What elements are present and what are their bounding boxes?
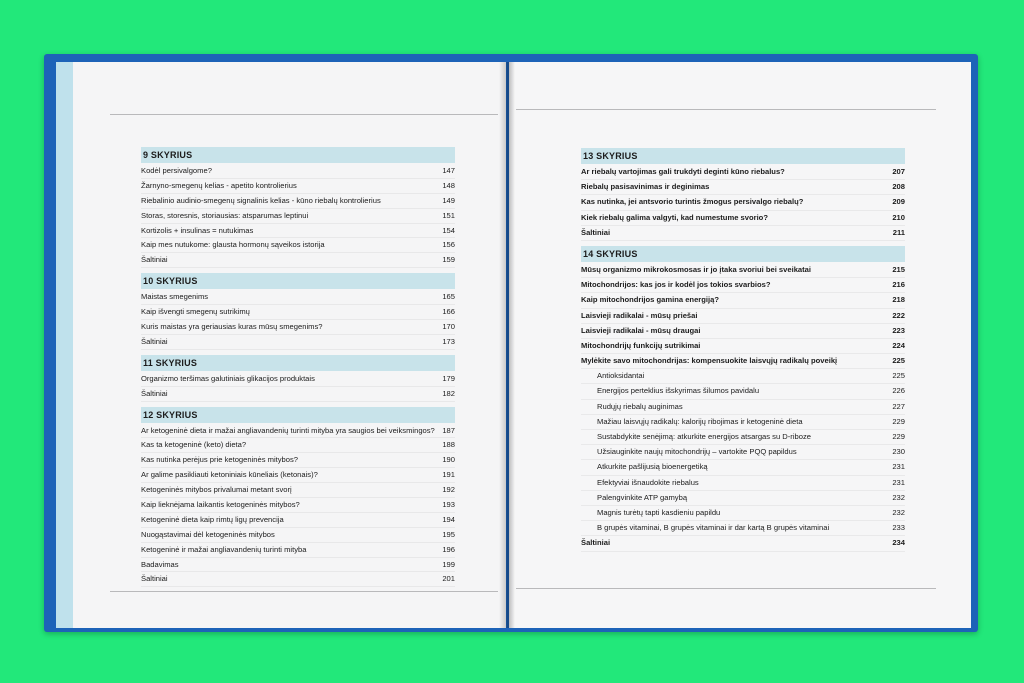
toc-entry-title: Palengvinkite ATP gamybą [597,492,688,502]
toc-entry [581,400,905,415]
toc-entry [141,164,455,179]
chapter-heading: 13 SKYRIUS [581,148,905,164]
toc-entry-title: Badavimas [141,559,179,569]
toc-entry-title: Laisvieji radikalai - mūsų draugai [581,325,701,335]
toc-entry-title: Kas ta ketogeninė (keto) dieta? [141,440,247,450]
toc-entry-title: Kiek riebalų galima valgyti, kad numestume svorio? [581,212,768,222]
toc-entry [141,453,455,468]
toc-entry-page: 223 [892,325,905,335]
toc-entry-page: 225 [892,371,905,381]
book-gutter [499,62,515,628]
toc-entry-page: 147 [442,166,455,175]
chapter-heading: 14 SKYRIUS [581,246,905,262]
toc-entry-title: Organizmo teršimas galutiniais glikacijos produktais [141,373,315,383]
toc-entry-title: Rudųjų riebalų auginimas [597,401,683,411]
toc-entry [141,320,455,335]
toc-entry-page: 232 [892,492,905,502]
toc-entry [141,335,455,350]
toc-entry-title: Žarnyno-smegenų kelias - apetito kontrolierius [141,180,297,190]
right-bottom-rule [516,588,936,589]
toc-entry-title: Užsiauginkite naujų mitochondrijų – vartokite PQQ papildus [597,447,797,457]
toc-entry-page: 165 [442,292,455,302]
toc-entry [581,165,905,180]
toc-entry-page: 215 [892,264,905,274]
toc-entry-page: 209 [892,197,905,207]
toc-entry-page: 149 [442,195,455,205]
toc-entry-title: B grupės vitaminai, B grupės vitaminai ir dar kartą B grupės vitaminai [597,523,830,533]
toc-entry [581,354,905,369]
toc-entry [581,211,905,226]
toc-entry [141,424,455,439]
toc-entry-title: Kas nutinka perėjus prie ketogeninės mitybos? [141,455,299,465]
toc-entry-page: 233 [892,523,905,533]
toc-entry [581,309,905,324]
toc-entry [141,238,455,253]
toc-entry-page: 208 [892,182,905,192]
chapter-section [141,355,455,402]
toc-entry-page: 230 [892,447,905,457]
toc-entry-page: 192 [442,485,455,495]
toc-entry-title: Mitochondrijos: kas jos ir kodėl jos tokios svarbios? [581,280,771,290]
toc-entry-page: 231 [892,477,905,487]
toc-entry [581,293,905,308]
toc-entry-title: Riebalinio audinio-smegenų signalinis kelias - kūno riebalų kontrolierius [141,195,381,205]
toc-entry-title: Mažiau laisvųjų radikalų: kalorijų ribojimas ir ketogeninė dieta [597,416,803,426]
toc-entry [141,305,455,320]
toc-entry-page: 173 [442,336,455,346]
toc-entry-page: 188 [442,440,455,450]
toc-entry [581,339,905,354]
toc-entry-page: 227 [892,401,905,411]
chapter-section [141,407,455,588]
toc-entry-title: Efektyviai išnaudokite riebalus [597,477,699,487]
toc-entry-page: 210 [892,212,905,222]
toc-entry [141,387,455,402]
toc-entry [141,179,455,194]
toc-entry [141,528,455,543]
toc-entry [141,194,455,209]
toc-entry-page: 194 [442,514,455,524]
toc-entry-page: 154 [442,225,455,235]
toc-entry-page: 224 [892,340,905,350]
toc-entry [141,209,455,224]
toc-entry-title: Riebalų pasisavinimas ir deginimas [581,182,710,192]
toc-entry-title: Ketogeninė dieta kaip rimtų ligų prevencija [141,514,284,524]
toc-entry-page: 229 [892,416,905,426]
toc-entry-title: Magnis turėtų tapti kasdieniu papildu [597,507,721,517]
toc-entry-page: 159 [442,255,455,265]
toc-entry [581,476,905,491]
toc-entry [141,498,455,513]
toc-entry-title: Kuris maistas yra geriausias kuras mūsų smegenims? [141,322,323,332]
toc-entry-title: Šaltiniai [141,336,168,346]
toc-entry-title: Kaip lieknėjama laikantis ketogeninės mitybos? [141,500,300,510]
toc-entry [581,521,905,536]
toc-entry-title: Kortizolis + insulinas = nutukimas [141,225,254,235]
toc-entry-page: 207 [892,167,905,176]
toc-left [141,147,455,592]
toc-entry-page: 148 [442,180,455,190]
toc-entry-title: Mitochondrijų funkcijų sutrikimai [581,340,701,350]
toc-entry-title: Storas, storesnis, storiausias: atsparumas leptinui [141,210,309,220]
toc-entry [581,445,905,460]
toc-entry-page: 229 [892,432,905,441]
toc-entry [581,226,905,241]
toc-entry-title: Laisvieji radikalai - mūsų priešai [581,310,698,320]
toc-entry-title: Nuogąstavimai dėl ketogeninės mitybos [141,529,275,539]
toc-entry-title: Šaltiniai [141,255,168,265]
toc-entry-title: Kas nutinka, jei antsvorio turintis žmogus persivalgo riebalų? [581,197,804,207]
toc-entry-title: Kaip mes nutukome: glausta hormonų sąveikos istorija [141,240,325,250]
toc-entry-title: Ketogeninė ir mažai angliavandenių turinti mityba [141,544,307,554]
toc-entry-page: 156 [442,240,455,250]
toc-entry-title: Šaltiniai [141,574,168,584]
toc-entry [141,468,455,483]
toc-entry-title: Ketogeninės mitybos privalumai metant svorį [141,485,292,495]
toc-entry [141,558,455,573]
toc-entry [581,180,905,195]
chapter-section [141,273,455,350]
chapter-heading: 9 SKYRIUS [141,147,455,163]
toc-entry-title: Ar riebalų vartojimas gali trukdyti deginti kūno riebalus? [581,167,785,176]
toc-entry-title: Sustabdykite senėjimą: atkurkite energijos atsargas su D-riboze [597,432,811,441]
toc-entry-page: 196 [442,544,455,554]
toc-entry-title: Šaltiniai [141,388,168,398]
toc-entry [581,278,905,293]
toc-entry-page: 211 [892,227,905,237]
toc-right [581,148,905,557]
left-top-rule [110,114,498,115]
toc-entry-page: 201 [442,574,455,584]
toc-entry-page: 166 [442,307,455,317]
toc-entry [141,372,455,387]
toc-entry-title: Maistas smegenims [141,292,209,302]
toc-entry-page: 193 [442,500,455,510]
toc-entry-page: 199 [442,559,455,569]
toc-entry [141,513,455,528]
toc-entry-page: 225 [892,356,905,366]
toc-entry [141,290,455,305]
toc-entry-title: Kaip mitochondrijos gamina energiją? [581,295,719,305]
left-page-edge-strip [56,62,73,628]
toc-entry-page: 179 [442,373,455,383]
toc-entry [581,430,905,445]
toc-entry [581,460,905,475]
toc-entry [581,263,905,278]
toc-entry-page: 222 [892,310,905,320]
toc-entry-title: Ar ketogeninė dieta ir mažai angliavandenių turinti mityba yra saugios bei veiksmingos? [141,425,435,435]
right-top-rule [516,109,936,110]
toc-entry-title: Energijos perteklius išskyrimas šilumos pavidalu [597,386,760,396]
toc-entry-page: 151 [442,210,455,220]
toc-entry [141,572,455,587]
toc-entry-page: 216 [892,280,905,290]
toc-entry-title: Kodėl persivalgome? [141,166,212,175]
toc-entry [581,384,905,399]
toc-entry-title: Antioksidantai [597,371,645,381]
toc-entry [141,253,455,268]
toc-entry-page: 226 [892,386,905,396]
toc-entry-page: 190 [442,455,455,465]
chapter-section [141,147,455,268]
toc-entry [581,369,905,384]
chapter-section [581,148,905,241]
chapter-heading: 11 SKYRIUS [141,355,455,371]
toc-entry-title: Mūsų organizmo mikrokosmosas ir jo įtaka svoriui bei sveikatai [581,264,812,274]
chapter-section [581,246,905,552]
toc-entry-page: 234 [892,538,905,548]
toc-entry-page: 231 [892,462,905,472]
toc-entry-page: 170 [442,322,455,332]
toc-entry-title: Šaltiniai [581,538,611,548]
toc-entry [581,195,905,210]
toc-entry-page: 218 [892,295,905,305]
toc-entry-title: Ar galime pasikliauti ketoniniais kūneliais (ketonais)? [141,470,318,480]
toc-entry-title: Kaip išvengti smegenų sutrikimų [141,307,250,317]
toc-entry-title: Atkurkite pašlijusią bioenergetiką [597,462,708,472]
toc-entry-title: Mylėkite savo mitochondrijas: kompensuokite laisvųjų radikalų poveikį [581,356,838,366]
toc-entry-page: 191 [442,470,455,480]
toc-entry-page: 182 [442,388,455,398]
toc-entry-page: 195 [442,529,455,539]
chapter-heading: 10 SKYRIUS [141,273,455,289]
toc-entry [141,543,455,558]
toc-entry-page: 232 [892,507,905,517]
toc-entry [581,536,905,551]
toc-entry-title: Šaltiniai [581,227,611,237]
toc-entry [581,506,905,521]
toc-entry [141,224,455,239]
toc-entry [581,415,905,430]
toc-entry [581,324,905,339]
chapter-heading: 12 SKYRIUS [141,407,455,423]
toc-entry [141,483,455,498]
toc-entry [581,491,905,506]
toc-entry-page: 187 [442,425,455,435]
toc-entry [141,438,455,453]
